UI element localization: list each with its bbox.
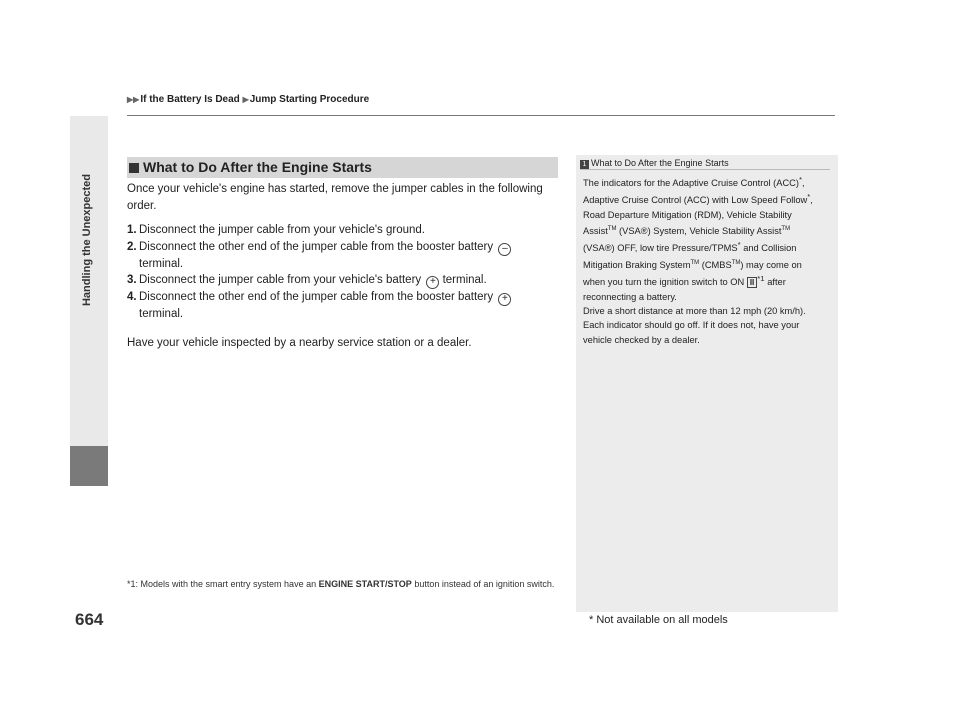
square-bullet-icon [129,163,139,173]
step-number: 4. [127,291,137,303]
step-text-cont: terminal. [139,257,184,270]
note-body [583,173,823,347]
intro-text: Once your vehicle's engine has started, remove the jumper cables in the following order. [127,183,543,212]
breadcrumb [127,94,369,105]
breadcrumb-arrow-icon: ▶▶ [127,95,140,104]
step-text-cont: terminal. [139,308,184,320]
page-number: 664 [75,610,104,629]
closing-text: Have your vehicle inspected by a nearby service station or a dealer. [127,336,472,349]
step-text: Disconnect the other end of the jumper cable from the booster battery [139,291,494,303]
chapter-label: Handling the Unexpected [81,173,93,307]
ignition-position-key: II [747,277,757,288]
availability-note: * Not available on all models [589,614,728,626]
note-paragraph: The indicators for the Adaptive Cruise Control (ACC)*, Adaptive Cruise Control (ACC) with Low Speed Follow*, Road Departure Mitigation (RDM), Vehicle Stability Assist™ (VSA®) System, Vehicle Stability Assist™ (VSA®) OFF, low tire Pressure/TPMS* and Collision Mitigation Braking System™ (CMBS™) may come on when you turn the ignition switch to ON II $^{*1}$ after reconnecting a battery. [583,175,813,302]
section-heading [127,157,558,178]
step-text-cont: terminal. [442,274,487,286]
breadcrumb-item[interactable]: Jump Starting Procedure [249,94,370,105]
list-item [127,239,557,273]
button-name: ENGINE START/STOP [318,579,412,589]
header-rule [127,115,835,116]
main-content [127,181,557,351]
chapter-marker [70,446,108,486]
plus-terminal-icon: + [498,293,511,306]
breadcrumb-arrow-icon: ▶ [242,95,249,104]
step-text: Disconnect the other end of the jumper cable from the booster battery [139,240,494,253]
list-item [127,289,557,323]
step-text: Disconnect the jumper cable from your vehicle's ground. [139,224,426,236]
step-text: Disconnect the jumper cable from your vehicle's battery [139,274,422,286]
breadcrumb-item[interactable]: If the Battery Is Dead [140,94,240,105]
list-item [127,272,557,289]
footnote: *1: Models with the smart entry system have an ENGINE START/STOP button instead of an ignition switch. [127,579,555,589]
step-number: 1. [127,224,137,236]
minus-terminal-icon: – [498,243,511,256]
plus-terminal-icon: + [426,276,439,289]
section-title: What to Do After the Engine Starts [143,159,372,175]
step-number: 2. [127,240,137,253]
note-paragraph: Drive a short distance at more than 12 mph (20 km/h). Each indicator should go off. If it does not, have your vehicle checked by a dealer. [583,305,806,345]
step-number: 3. [127,274,137,286]
list-item [127,222,557,239]
note-rule [580,169,830,170]
note-title[interactable]: 1 What to Do After the Engine Starts [580,158,729,169]
reference-icon: 1 [580,160,589,169]
